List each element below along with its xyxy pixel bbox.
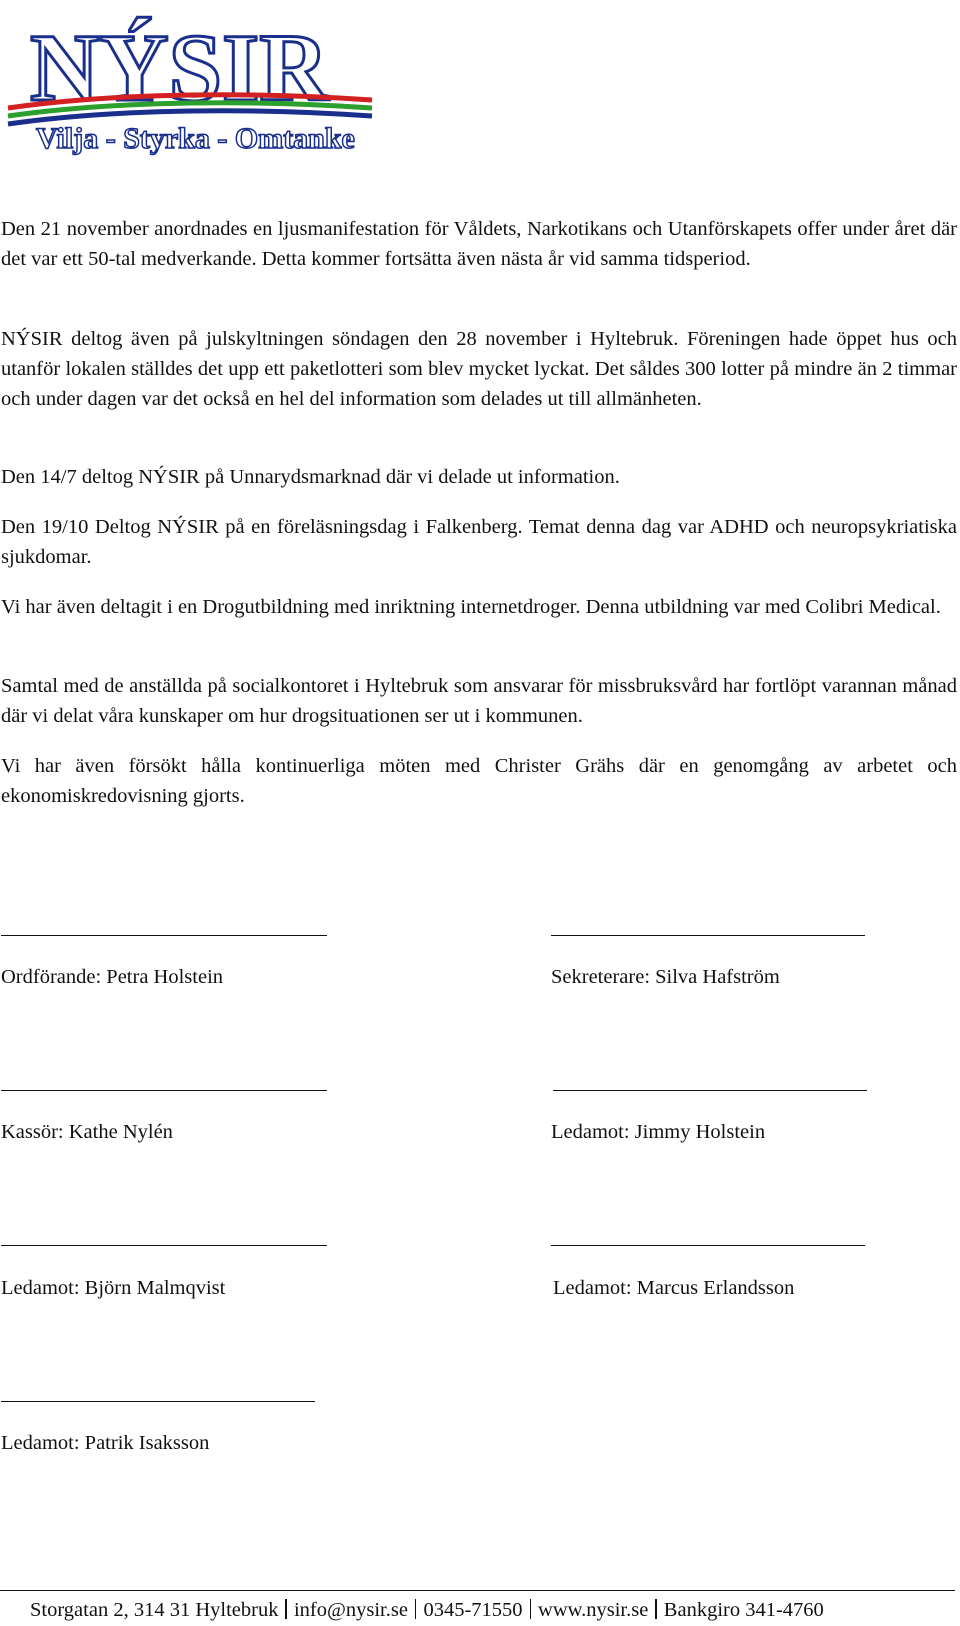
footer-email[interactable]: info@nysir.se — [293, 1599, 408, 1621]
signature-line-ledamot-bjorn — [1, 1245, 327, 1246]
signature-line-ledamot-marcus — [551, 1245, 865, 1246]
signature-label-sekreterare: Sekreterare: Silva Hafström — [551, 966, 780, 988]
signature-label-ledamot-marcus: Ledamot: Marcus Erlandsson — [553, 1277, 795, 1299]
signature-line-ordforande — [1, 935, 327, 936]
footer-phone: 0345-71550 — [423, 1599, 523, 1621]
paragraph-moten: Vi har även försökt hålla kontinuerliga möten med Christer Grähs där en genomgång av arbetet och ekonomiskredovisning gjorts. — [1, 755, 957, 807]
footer-bankgiro: Bankgiro 341-4760 — [663, 1599, 824, 1621]
paragraph-drogutbildning: Vi har även deltagit i en Drogutbildning med inriktning internetdroger. Denna utbildning var med Colibri Medical. — [1, 596, 941, 618]
signature-label-ledamot-bjorn: Ledamot: Björn Malmqvist — [1, 1277, 226, 1299]
footer-separator — [655, 1599, 657, 1619]
paragraph-ljusmanifestation: Den 21 november anordnades en ljusmanifestation för Våldets, Narkotikans och Utanförskapets offer under året där det var ett 50-tal medverkande. Detta kommer fortsätta även nästa år vid samma tidsperiod. — [1, 218, 957, 270]
signature-label-ledamot-jimmy: Ledamot: Jimmy Holstein — [551, 1121, 766, 1143]
nysir-logo — [0, 0, 385, 170]
signature-label-kassor: Kassör: Kathe Nylén — [1, 1121, 173, 1143]
signature-label-ordforande: Ordförande: Petra Holstein — [1, 966, 224, 988]
signature-line-ledamot-jimmy — [553, 1090, 867, 1091]
footer-divider — [0, 1590, 955, 1591]
signature-label-ledamot-patrik: Ledamot: Patrik Isaksson — [1, 1432, 210, 1454]
svg-text:NÝSIR: NÝSIR — [30, 14, 329, 121]
footer-contact — [30, 1597, 824, 1623]
svg-text:Vilja - Styrka - Omtanke: Vilja - Styrka - Omtanke — [36, 122, 355, 155]
paragraph-julskyltning: NÝSIR deltog även på julskyltningen söndagen den 28 november i Hyltebruk. Föreningen hade öppet hus och utanför lokalen ställdes det upp ett paketlotteri som blev mycket lyckat. Det såldes 300 lotter på mindre än 2 timmar och under dagen var det också en hel del information som delades ut till allmänheten. — [1, 328, 957, 410]
footer-website[interactable]: www.nysir.se — [538, 1599, 649, 1621]
footer-address: Storgatan 2, 314 31 Hyltebruk — [30, 1599, 279, 1621]
paragraph-unnarydsmarknad: Den 14/7 deltog NÝSIR på Unnarydsmarknad där vi delade ut information. — [1, 466, 620, 488]
footer-separator — [530, 1599, 532, 1619]
signature-line-kassor — [1, 1090, 327, 1091]
footer-separator — [285, 1599, 287, 1619]
signature-line-sekreterare — [551, 935, 865, 936]
footer-separator — [415, 1599, 417, 1619]
paragraph-socialkontoret: Samtal med de anställda på socialkontoret i Hyltebruk som ansvarar för missbruksvård har fortlöpt varannan månad där vi delat våra kunskaper om hur drogsituationen ser ut i kommunen. — [1, 675, 957, 727]
paragraph-forelasningsdag: Den 19/10 Deltog NÝSIR på en föreläsningsdag i Falkenberg. Temat denna dag var ADHD och neuropsykriatiska sjukdomar. — [1, 516, 957, 568]
signature-line-ledamot-patrik — [1, 1401, 315, 1402]
